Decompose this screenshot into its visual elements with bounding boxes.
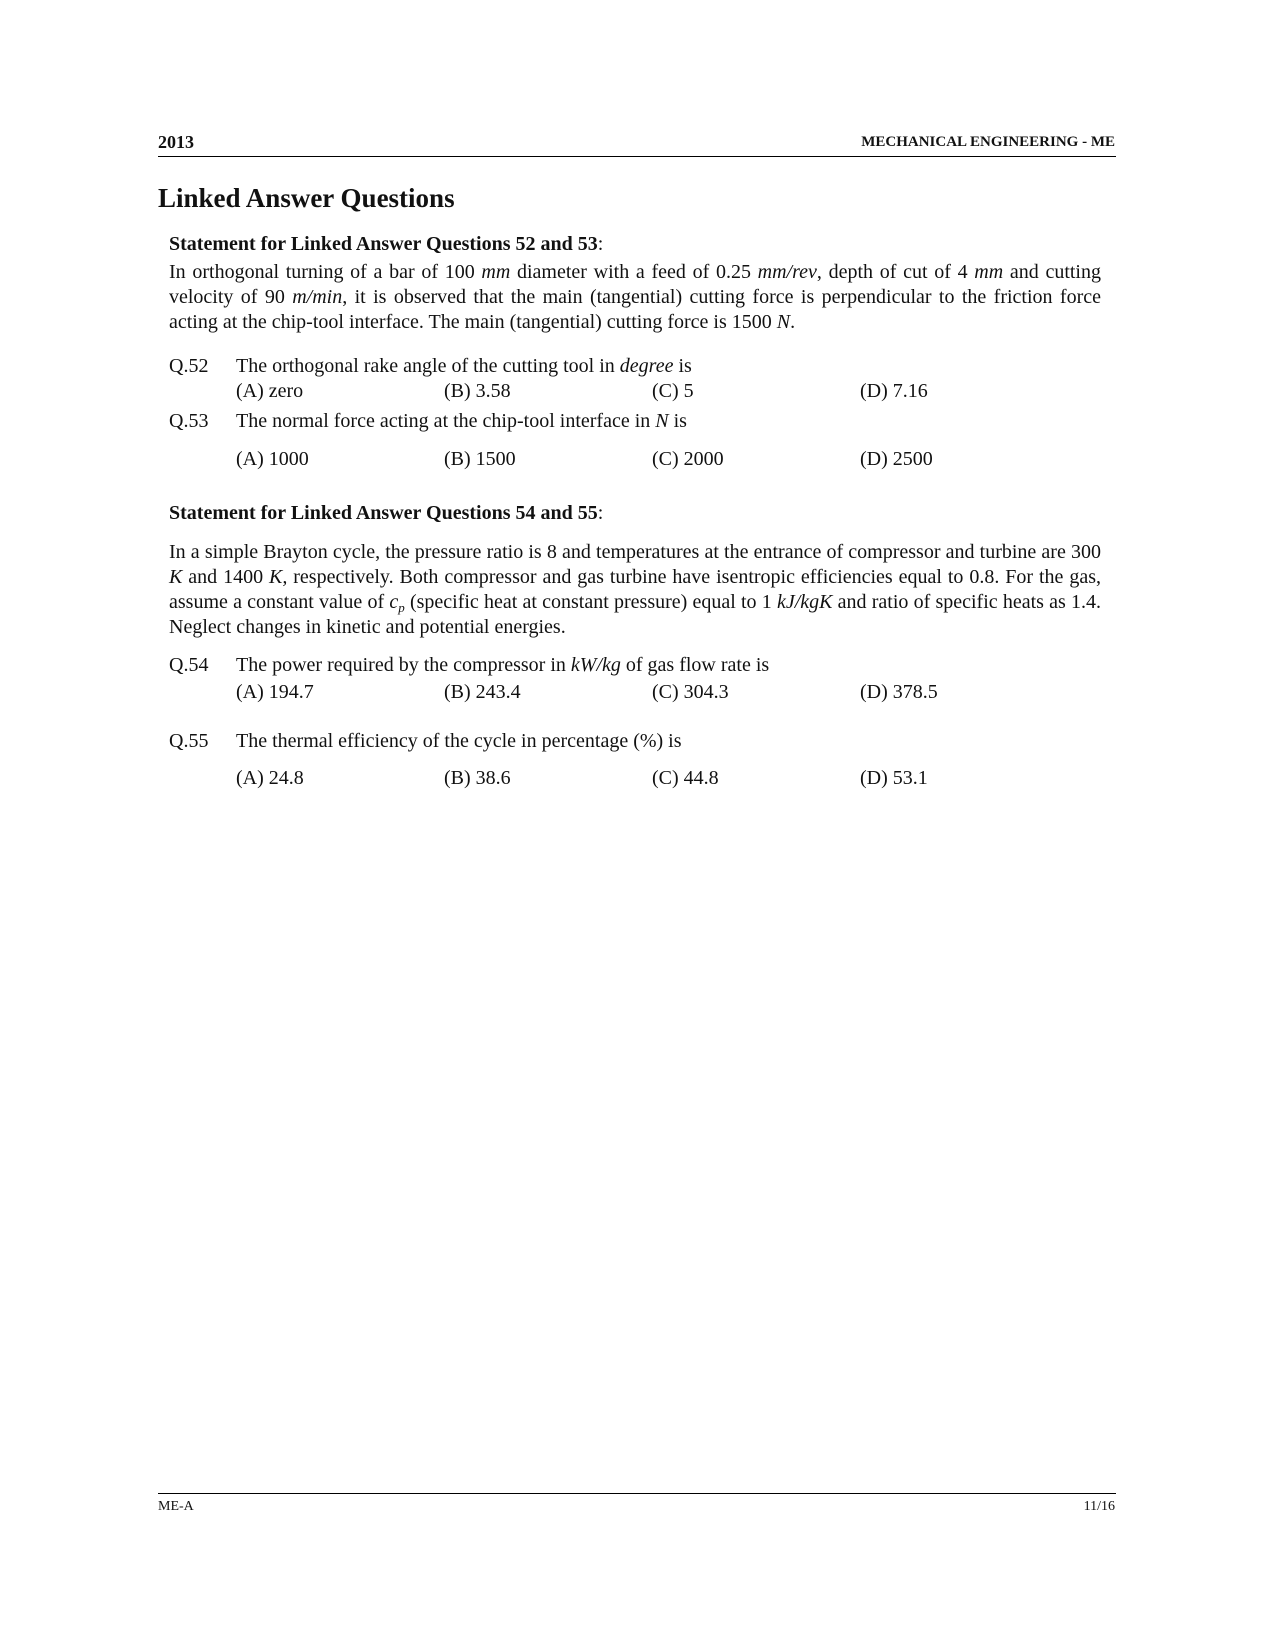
question-52-number: Q.52	[169, 355, 209, 377]
q53-option-c: (C) 2000	[652, 448, 724, 470]
stmt2-unit: K,	[269, 566, 288, 588]
statement-2-heading	[169, 502, 603, 525]
stmt1-part: , depth of cut of 4	[816, 261, 975, 283]
q53-text-unit: N	[655, 410, 669, 432]
question-53-text	[236, 410, 687, 433]
q54-text-part: of gas flow rate is	[620, 654, 770, 676]
q52-option-b: (B) 3.58	[444, 380, 511, 402]
question-54-text	[236, 654, 769, 677]
q54-option-c: (C) 304.3	[652, 681, 729, 703]
statement-1-colon: :	[597, 233, 604, 255]
q52-option-d: (D) 7.16	[860, 380, 928, 402]
q52-option-a: (A) zero	[236, 380, 304, 402]
footer-rule	[158, 1493, 1116, 1494]
q53-option-b: (B) 1500	[444, 448, 516, 470]
question-55-text: The thermal efficiency of the cycle in percentage (%) is	[236, 730, 682, 752]
q54-option-d: (D) 378.5	[860, 681, 938, 703]
stmt1-unit: N	[776, 311, 791, 333]
q52-text-part: The orthogonal rake angle of the cutting tool in	[236, 355, 620, 377]
q54-text-part: The power required by the compressor in	[236, 654, 571, 676]
stmt1-unit: mm/rev	[757, 261, 817, 283]
question-52-text	[236, 355, 692, 378]
header-year: 2013	[158, 132, 194, 152]
stmt2-part: respectively. Both compressor and gas turbine have isentropic efficiencies equal to 0.8. For the gas, assume a constant value of	[169, 566, 1101, 613]
footer-page-number: 11/16	[1083, 1499, 1115, 1514]
q53-option-a: (A) 1000	[236, 448, 309, 470]
stmt1-unit: mm	[481, 261, 511, 283]
q52-text-unit: degree	[619, 355, 674, 377]
stmt2-symbol: c	[389, 591, 399, 613]
stmt1-part: , it is observed that the main (tangential) cutting force is perpendicular to the friction force acting at the chip-tool interface. The main (tangential) cutting force is 1500	[169, 286, 1102, 333]
statement-1-text	[169, 260, 1101, 335]
q54-option-b: (B) 243.4	[444, 681, 521, 703]
header-paper-title: MECHANICAL ENGINEERING - ME	[861, 134, 1115, 150]
stmt1-part: and cutting velocity of 90	[169, 261, 1101, 308]
statement-1-heading-text: Statement for Linked Answer Questions 52 and 53	[169, 233, 598, 255]
q52-text-part: is	[673, 355, 692, 377]
stmt1-unit: m/min	[292, 286, 343, 308]
statement-2-heading-text: Statement for Linked Answer Questions 54 and 55	[169, 502, 598, 524]
stmt2-part: (specific heat at constant pressure) equal to 1	[404, 591, 777, 613]
footer-paper-code: ME-A	[158, 1499, 194, 1514]
stmt2-unit: kJ/kgK	[776, 591, 833, 613]
question-55-number: Q.55	[169, 730, 209, 752]
stmt1-part: In orthogonal turning of a bar of 100	[169, 261, 482, 283]
q53-option-d: (D) 2500	[860, 448, 933, 470]
stmt1-unit: mm	[974, 261, 1004, 283]
statement-2-colon: :	[597, 502, 604, 524]
q55-option-a: (A) 24.8	[236, 767, 304, 789]
q53-text-part: is	[668, 410, 687, 432]
question-53-number: Q.53	[169, 410, 209, 432]
q55-option-c: (C) 44.8	[652, 767, 719, 789]
stmt2-part: and ratio of specific heats as 1.4. Neglect changes in kinetic and potential energies.	[169, 591, 1101, 638]
q52-option-c: (C) 5	[652, 380, 694, 402]
stmt1-part: .	[790, 311, 796, 333]
question-54-number: Q.54	[169, 654, 209, 676]
section-title: Linked Answer Questions	[158, 183, 455, 213]
q53-text-part: The normal force acting at the chip-tool interface in	[236, 410, 656, 432]
q55-option-b: (B) 38.6	[444, 767, 511, 789]
stmt2-part: In a simple Brayton cycle, the pressure ratio is 8 and temperatures at the entrance of compressor and turbine are 300	[169, 541, 1101, 563]
stmt2-part: and 1400	[182, 566, 269, 588]
stmt2-symbol-subscript: p	[398, 600, 405, 615]
stmt2-unit: K	[169, 566, 183, 588]
header-rule	[158, 156, 1116, 157]
statement-1-heading	[169, 233, 603, 256]
q54-option-a: (A) 194.7	[236, 681, 314, 703]
statement-2-text	[169, 540, 1101, 640]
q55-option-d: (D) 53.1	[860, 767, 928, 789]
stmt1-part: diameter with a feed of 0.25	[510, 261, 758, 283]
q54-text-unit: kW/kg	[570, 654, 621, 676]
